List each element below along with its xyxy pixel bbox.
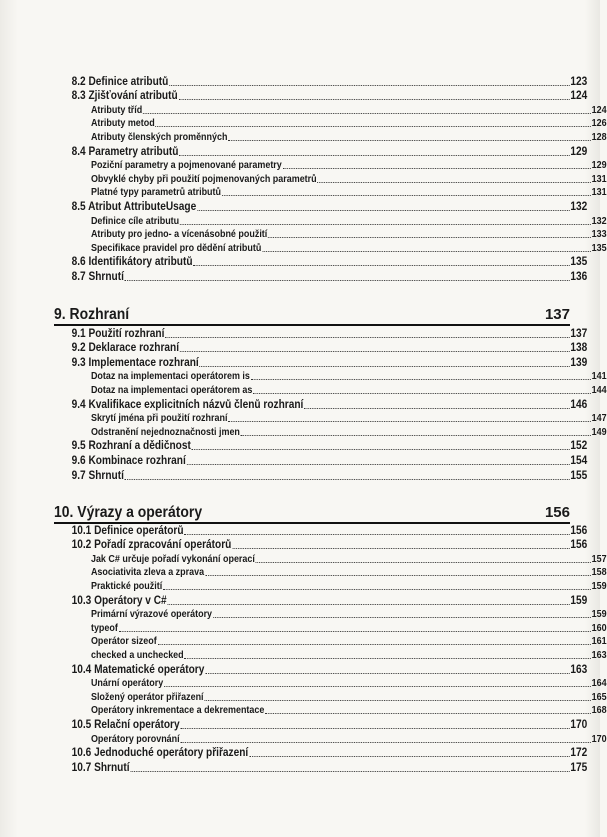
- dot-leader: [251, 379, 591, 380]
- toc-entry-page: 139: [570, 356, 588, 369]
- toc-subentry[interactable]: [54, 228, 607, 242]
- toc-entry[interactable]: [54, 326, 587, 341]
- toc-entry-title: 10.1 Definice operátorů: [71, 524, 184, 537]
- toc-entry-page: 164: [591, 678, 607, 690]
- toc-entry-title: Operátory inkrementace a dekrementace: [90, 705, 265, 717]
- toc-entry-page: 168: [591, 705, 607, 717]
- toc-subentry[interactable]: [54, 732, 607, 746]
- toc-entry[interactable]: [54, 662, 587, 677]
- toc-section-chapter9: [54, 326, 607, 483]
- toc-subentry[interactable]: [54, 103, 607, 117]
- toc-subentry[interactable]: [54, 130, 607, 144]
- toc-entry[interactable]: [54, 746, 587, 761]
- toc-chapter10: [54, 502, 570, 525]
- toc-entry-title: Atributy tříd: [90, 104, 143, 116]
- dot-leader: [180, 351, 570, 352]
- toc-entry-title: 8.4 Parametry atributů: [71, 145, 179, 158]
- toc-entry-title: 8.2 Definice atributů: [71, 75, 169, 88]
- toc-entry-page: 159: [570, 594, 588, 607]
- toc-entry-page: 138: [570, 342, 588, 355]
- dot-leader: [185, 658, 591, 659]
- toc-entry[interactable]: [54, 439, 587, 454]
- toc-entry-page: 152: [570, 440, 588, 453]
- toc-entry-title: 9.6 Kombinace rozhraní: [71, 454, 186, 467]
- toc-entry-title: Dotaz na implementaci operátorem is: [90, 371, 250, 383]
- toc-entry[interactable]: [54, 453, 587, 468]
- toc-entry-title: Unární operátory: [90, 678, 164, 690]
- toc-subentry[interactable]: [54, 159, 607, 173]
- toc-entry-page: 144: [591, 384, 607, 396]
- toc-subentry[interactable]: [54, 648, 607, 662]
- toc-entry[interactable]: [54, 199, 587, 214]
- toc-entry[interactable]: [54, 593, 587, 608]
- toc-entry-page: 128: [591, 131, 607, 143]
- dot-leader: [165, 337, 569, 338]
- dot-leader: [180, 728, 569, 729]
- toc-entry-title: 8.6 Identifikátory atributů: [71, 256, 193, 269]
- toc-entry-title: 10.4 Matematické operátory: [71, 663, 205, 676]
- toc-entry-page: 156: [570, 539, 588, 552]
- toc-entry-title: 10.5 Relační operátory: [71, 718, 180, 731]
- toc-entry-title: Praktické použití: [90, 580, 163, 592]
- toc-subentry[interactable]: [54, 690, 607, 704]
- dot-leader: [265, 713, 591, 714]
- toc-entry-title: Odstranění nejednoznačnosti jmen: [90, 426, 240, 438]
- toc-entry-title: checked a unchecked: [90, 649, 184, 661]
- toc-entry-title: 9.1 Použití rozhraní: [71, 327, 165, 340]
- toc-entry-page: 147: [591, 413, 607, 425]
- toc-entry-page: 129: [570, 145, 588, 158]
- toc-entry-title: 10.2 Pořadí zpracování operátorů: [71, 539, 232, 552]
- toc-entry-title: Asociativita zleva a zprava: [90, 567, 205, 579]
- toc-entry[interactable]: [54, 468, 587, 483]
- toc-entry-title: typeof: [90, 622, 118, 634]
- toc-entry-page: 157: [591, 553, 607, 565]
- toc-entry-page: 170: [570, 718, 588, 731]
- toc-entry-page: 159: [591, 609, 607, 621]
- dot-leader: [163, 589, 591, 590]
- toc-entry-page: 124: [570, 90, 588, 103]
- toc-subentry[interactable]: [54, 412, 607, 426]
- toc-entry[interactable]: [54, 538, 587, 553]
- toc-entry-page: 165: [591, 691, 607, 703]
- dot-leader: [169, 85, 569, 86]
- toc-entry-title: Operátor sizeof: [90, 636, 157, 648]
- toc-entry-title: 10.3 Operátory v C#: [71, 594, 167, 607]
- toc-subentry[interactable]: [54, 704, 607, 718]
- toc-entry[interactable]: [54, 74, 587, 89]
- dot-leader: [193, 265, 569, 266]
- toc-entry-page: 136: [570, 270, 588, 283]
- toc-section-chapter10: [54, 523, 607, 775]
- toc-entry[interactable]: [54, 397, 587, 412]
- toc-entry[interactable]: [54, 760, 587, 775]
- toc-entry-title: 9.5 Rozhraní a dědičnost: [71, 440, 191, 453]
- toc-subentry[interactable]: [54, 621, 607, 635]
- dot-leader: [187, 464, 570, 465]
- toc-subentry[interactable]: [54, 241, 607, 255]
- toc-entry[interactable]: [54, 144, 587, 159]
- dot-leader: [241, 435, 591, 436]
- toc-entry-title: 9.3 Implementace rozhraní: [71, 356, 199, 369]
- toc-entry[interactable]: [54, 717, 587, 732]
- toc-subentry[interactable]: [54, 383, 607, 397]
- chapter-title: 9. Rozhraní: [54, 306, 130, 323]
- dot-leader: [268, 237, 591, 238]
- toc-entry-page: 124: [591, 104, 607, 116]
- dot-leader: [256, 562, 591, 563]
- toc-entry-page: 160: [591, 622, 607, 634]
- toc-entry[interactable]: [54, 523, 587, 538]
- toc-entry-title: Složený operátor přiřazení: [90, 691, 204, 703]
- dot-leader: [213, 617, 591, 618]
- toc-section-chapter8: [54, 74, 607, 284]
- toc-entry[interactable]: [54, 355, 587, 370]
- chapter-title: 10. Výrazy a operátory: [54, 504, 203, 521]
- dot-leader: [184, 534, 569, 535]
- dot-leader: [228, 140, 590, 141]
- toc-entry-page: 131: [591, 173, 607, 185]
- toc-entry-title: Atributy metod: [90, 118, 155, 130]
- toc-entry-title: Jak C# určuje pořadí vykonání operací: [90, 553, 255, 565]
- dot-leader: [232, 548, 569, 549]
- toc-subentry[interactable]: [54, 552, 607, 566]
- toc-entry-page: 170: [591, 733, 607, 745]
- toc-entry-title: Operátory porovnání: [90, 733, 180, 745]
- dot-leader: [253, 393, 591, 394]
- toc-entry-title: 9.7 Shrnutí: [71, 469, 124, 482]
- toc-entry-title: Skrytí jména při použití rozhraní: [90, 413, 228, 425]
- dot-leader: [130, 771, 569, 772]
- toc-entry-title: 10.6 Jednoduché operátory přiřazení: [71, 747, 249, 760]
- dot-leader: [180, 224, 591, 225]
- dot-leader: [179, 155, 569, 156]
- toc-entry-title: Atributy členských proměnných: [90, 131, 228, 143]
- dot-leader: [197, 210, 569, 211]
- toc-entry-page: 141: [591, 371, 607, 383]
- dot-leader: [168, 604, 570, 605]
- toc-entry-title: Primární výrazové operátory: [90, 609, 213, 621]
- chapter-page: 137: [544, 306, 570, 323]
- toc-entry-page: 146: [570, 398, 588, 411]
- toc-entry-title: Platné typy parametrů atributů: [90, 187, 221, 199]
- dot-leader: [304, 408, 569, 409]
- dot-leader: [205, 575, 591, 576]
- toc-entry-title: Specifikace pravidel pro dědění atributů: [90, 242, 262, 254]
- toc-subentry[interactable]: [54, 635, 607, 649]
- dot-leader: [125, 479, 570, 480]
- dot-leader: [143, 113, 591, 114]
- dot-leader: [179, 99, 570, 100]
- toc-subentry[interactable]: [54, 425, 607, 439]
- dot-leader: [181, 742, 591, 743]
- toc-entry-title: 8.3 Zjišťování atributů: [71, 90, 178, 103]
- toc-subentry[interactable]: [54, 677, 607, 691]
- toc-entry[interactable]: [54, 341, 587, 356]
- toc-entry-page: 155: [570, 469, 588, 482]
- toc-entry-page: 161: [591, 636, 607, 648]
- dot-leader: [164, 686, 591, 687]
- toc-entry-page: 159: [591, 580, 607, 592]
- toc-entry-page: 133: [591, 229, 607, 241]
- chapter-page: 156: [544, 504, 570, 521]
- toc-entry-page: 132: [591, 215, 607, 227]
- dot-leader: [119, 631, 591, 632]
- toc-entry-title: 9.4 Kvalifikace explicitních názvů členů rozhraní: [71, 398, 304, 411]
- toc-entry-title: 8.5 Atribut AttributeUsage: [71, 200, 197, 213]
- toc-subentry[interactable]: [54, 186, 607, 200]
- toc-entry-page: 156: [570, 524, 588, 537]
- dot-leader: [249, 756, 569, 757]
- dot-leader: [222, 195, 591, 196]
- toc-entry-page: 129: [591, 160, 607, 172]
- toc-entry[interactable]: [54, 269, 587, 284]
- toc-entry-page: 132: [570, 200, 588, 213]
- toc-entry-page: 175: [570, 761, 588, 774]
- chapter-heading-9: [54, 304, 570, 326]
- toc-entry-title: Atributy pro jedno- a vícenásobné použití: [90, 229, 268, 241]
- toc-entry-page: 154: [570, 454, 588, 467]
- toc-entry-title: 9.2 Deklarace rozhraní: [71, 342, 180, 355]
- toc-entry-title: Dotaz na implementaci operátorem as: [90, 384, 253, 396]
- toc-entry-page: 172: [570, 747, 588, 760]
- dot-leader: [125, 280, 570, 281]
- toc-chapter9: [54, 304, 570, 327]
- toc-subentry[interactable]: [54, 172, 607, 186]
- toc-entry-page: 163: [591, 649, 607, 661]
- dot-leader: [228, 421, 590, 422]
- toc-entry-title: Definice cíle atributu: [90, 215, 180, 227]
- toc-entry-page: 163: [570, 663, 588, 676]
- toc-entry-page: 126: [591, 118, 607, 130]
- toc-subentry[interactable]: [54, 370, 607, 384]
- toc-subentry[interactable]: [54, 608, 607, 622]
- toc-entry[interactable]: [54, 89, 587, 104]
- dot-leader: [158, 644, 591, 645]
- toc-entry-page: 137: [570, 327, 588, 340]
- toc-entry-title: 10.7 Shrnutí: [71, 761, 130, 774]
- toc-entry-page: 123: [570, 75, 588, 88]
- toc-entry-page: 158: [591, 567, 607, 579]
- toc-entry-page: 135: [591, 242, 607, 254]
- toc-entry-page: 135: [570, 256, 588, 269]
- toc-entry-page: 149: [591, 426, 607, 438]
- dot-leader: [200, 366, 570, 367]
- toc-subentry[interactable]: [54, 579, 607, 593]
- dot-leader: [318, 182, 591, 183]
- toc-entry-title: Obvyklé chyby při použití pojmenovaných parametrů: [90, 173, 317, 185]
- dot-leader: [262, 251, 591, 252]
- dot-leader: [156, 126, 591, 127]
- dot-leader: [283, 168, 591, 169]
- toc-subentry[interactable]: [54, 214, 607, 228]
- dot-leader: [204, 700, 590, 701]
- toc-entry[interactable]: [54, 255, 587, 270]
- toc-subentry[interactable]: [54, 117, 607, 131]
- dot-leader: [192, 449, 570, 450]
- toc-entry-title: Poziční parametry a pojmenované parametry: [90, 160, 282, 172]
- chapter-heading-10: [54, 502, 570, 524]
- dot-leader: [205, 673, 569, 674]
- toc-subentry[interactable]: [54, 566, 607, 580]
- toc-entry-page: 131: [591, 187, 607, 199]
- toc-entry-title: 8.7 Shrnutí: [71, 270, 124, 283]
